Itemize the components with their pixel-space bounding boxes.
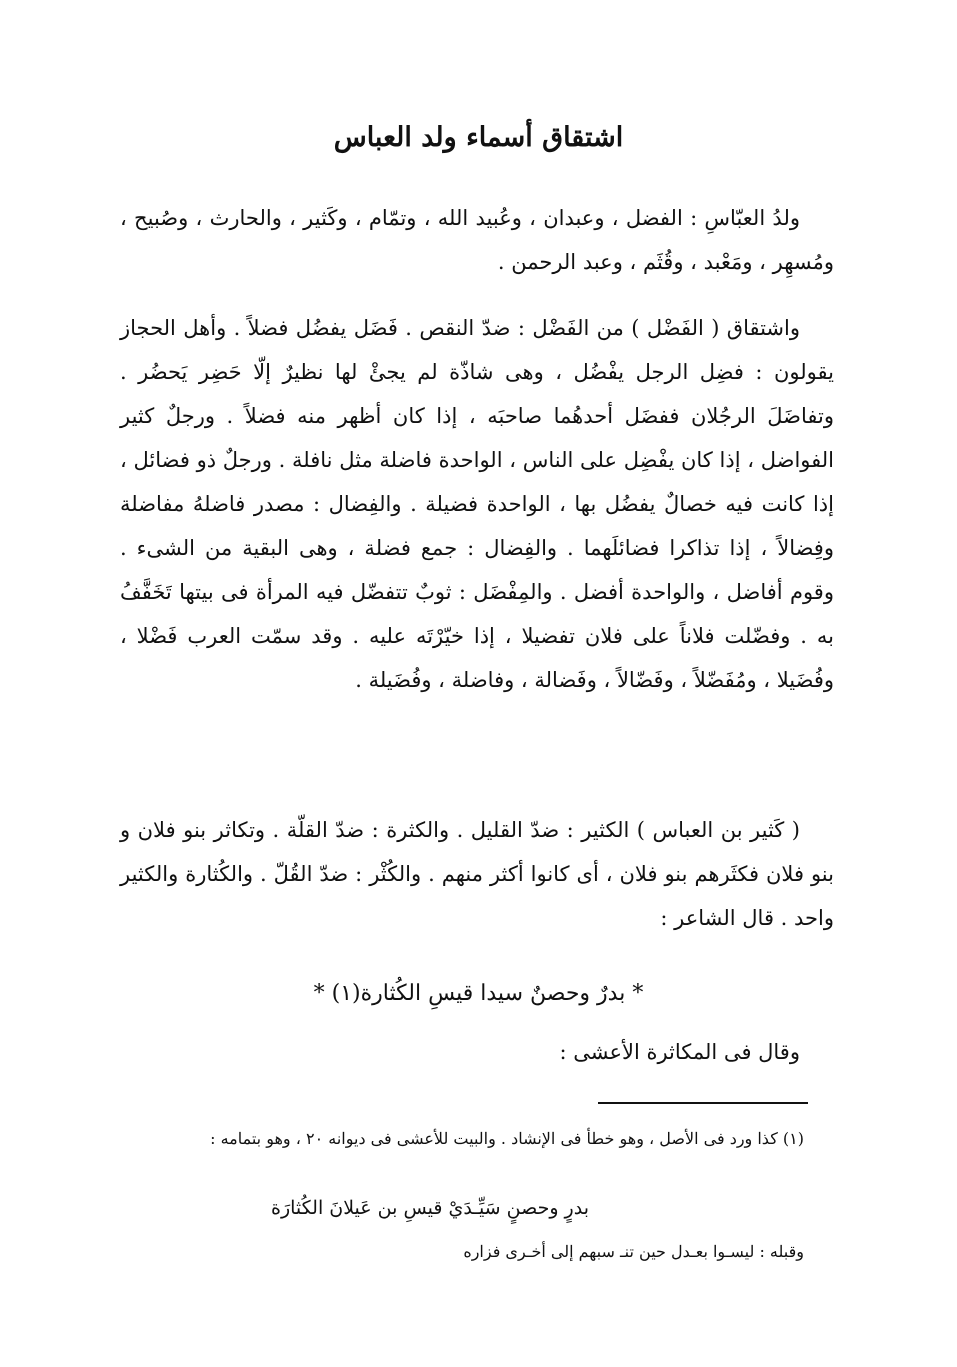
footnote-text: (١) كذا ورد فى الأصل ، وهو خطأ فى الإنشاد . والبيت للأعشى فى ديوانه ٢٠ ، وهو بتمامه : <box>210 1129 804 1148</box>
paragraph-children-list <box>120 196 834 284</box>
footnote-preceding-verse: وقبله : ليسـوا بعـدل حين تنـ سبهم إلى أخـرى فزاره <box>463 1242 804 1261</box>
verse-intro: وقال فى المكاثرة الأعشى : <box>559 1040 800 1064</box>
paragraph-text: ( كَثير بن العباس ) الكثير : ضدّ القليل . والكثرة : ضدّ القلّة . وتكاثر بنو فلان و بنو فلان فكثَرهم بنو فلان ، أى كانوا أكثر منهم . والكُثْر : ضدّ القُلّ . والكُثارة والكثير واحد . قال الشاعر : <box>120 818 834 930</box>
poetry-verse: * بدرٌ وحصنٌ سيدا قيسِ الكُثارة(١) * <box>313 981 644 1006</box>
paragraph-kathir-etymology <box>120 808 834 940</box>
paragraph-text: واشتقاق ( الفَضْل ) من الفَضْل : ضدّ النقص . فَضَل يفضُل فضلاً . وأهل الحجاز يقولون : فضِل الرجل يفْضُل ، وهى شاذّة لم يجئْ لها نظيرٌ إلّا حَضِر يَحضُر . وتفاضَلَ الرجُلان ففضَل أحدهُما صاحبَه ، إذا كان أظهر منه فضلاً . ورجلٌ كثير الفواضل ، إذا كان يفْضِل على الناس ، الواحدة فاضلة مثل نافلة . ورجلٌ ذو فضائل ، إذا كانت فيه خصالٌ يفضُل بها ، الواحدة فضيلة . والفِضال : مصدر فاضلهُ مفاضلة وفِضالاً ، إذا تذاكرا فضائلَهما . والفِضال : جمع فضلة ، وهى البقية من الشىء . وقوم أفاضل ، والواحدة أفضل . والمِفْضَل : ثوبٌ تتفضّل فيه المرأة فى بيتها تَخَفَّفُ به . وفضّلت فلاناً على فلان تفضيلا ، إذا خيّرْتَه عليه . وقد سمّت العرب فَضْلا ، وفُضَيلا ، ومُفَضّلاً ، وفَضّالاً ، وفَضالة ، وفاضلة ، وفُضَيلة . <box>120 316 834 692</box>
paragraph-text: ولدُ العبّاسِ : الفضل ، وعبدان ، وعُبيد الله ، وتمّام ، وكَثير ، والحارث ، وصُبيح ، ومُسهِر ، ومَعْبد ، وقُثَم ، وعبد الرحمن . <box>120 206 834 274</box>
footnote-divider <box>598 1102 808 1104</box>
footnote-verse: بدرٍ وحصنٍ سَيِّـدَيْ قيسِ بن عَيلانَ الكُثارَة <box>271 1197 589 1219</box>
paragraph-fadl-etymology <box>120 306 834 702</box>
page-title: اشتقاق أسماء ولد العباس <box>333 122 624 153</box>
